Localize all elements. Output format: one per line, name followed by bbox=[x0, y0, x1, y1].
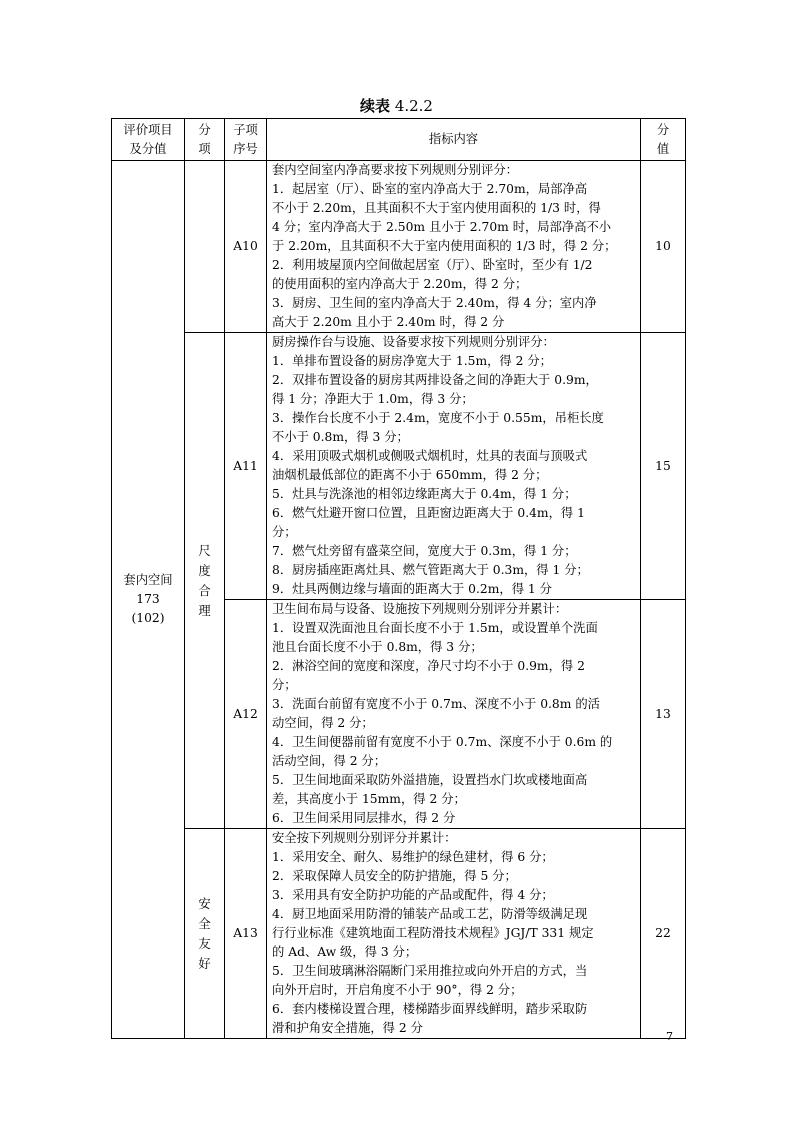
content-line: 3．洗面台前留有宽度不小于 0.7m、深度不小于 0.8m 的活 bbox=[272, 697, 600, 711]
header-row bbox=[112, 119, 686, 161]
table-row bbox=[112, 161, 686, 333]
content-line: 得 1 分；净距大于 1.0m，得 3 分； bbox=[272, 392, 474, 406]
content-line: 不小于 2.20m，且其面积不大于室内使用面积的 1/3 时，得 bbox=[272, 201, 601, 215]
content-line: 分； bbox=[272, 678, 297, 692]
indicator-content bbox=[267, 829, 641, 1039]
category-name: 安全友好 bbox=[198, 896, 211, 971]
content-line: 4．厨卫地面采用防滑的铺装产品或工艺，防滑等级满足现 bbox=[272, 907, 588, 921]
content-line: 8．厨房插座距离灶具、燃气管距离大于 0.3m，得 1 分； bbox=[272, 563, 589, 577]
sub-item-id: A11 bbox=[225, 333, 267, 600]
content-line: 油烟机最低部位的距离不小于 650mm，得 2 分； bbox=[272, 468, 548, 482]
content-line: 5．卫生间玻璃淋浴隔断门采用推拉或向外开启的方式，当 bbox=[272, 964, 588, 978]
content-line: 9．灶具两侧边缘与墙面的距离大于 0.2m，得 1 分 bbox=[272, 582, 552, 596]
sub-item-id: A12 bbox=[225, 600, 267, 829]
score-value: 15 bbox=[641, 333, 686, 600]
content-line: 3．采用具有安全防护功能的产品或配件，得 4 分； bbox=[272, 888, 554, 902]
content-line: 池且台面长度不小于 0.8m，得 3 分； bbox=[272, 640, 483, 654]
table-title-number: 4.2.2 bbox=[394, 97, 433, 115]
content-line: 分； bbox=[272, 525, 297, 539]
table-row bbox=[112, 829, 686, 1039]
group-name: 套内空间 bbox=[123, 573, 173, 587]
table-row bbox=[112, 333, 686, 600]
sub-item-id: A13 bbox=[225, 829, 267, 1039]
content-line: 2．淋浴空间的宽度和深度，净尺寸均不小于 0.9m，得 2 bbox=[272, 659, 585, 673]
indicator-content bbox=[267, 161, 641, 333]
table-title-label: 续表 bbox=[360, 97, 391, 115]
content-line: 厨房操作台与设施、设备要求按下列规则分别评分： bbox=[272, 335, 555, 349]
category-empty-cell bbox=[185, 161, 225, 333]
content-line: 的 Ad、Aw 级，得 3 分； bbox=[272, 945, 418, 959]
content-line: 2．采取保障人员安全的防护措施，得 5 分； bbox=[272, 869, 517, 883]
content-line: 1．起居室（厅）、卧室的室内净高大于 2.70m，局部净高 bbox=[272, 182, 588, 196]
content-line: 1．设置双洗面池且台面长度不小于 1.5m，或设置单个洗面 bbox=[272, 621, 598, 635]
header-sub-no: 子项 序号 bbox=[225, 119, 267, 161]
group-score: 173 bbox=[136, 592, 160, 606]
table-title bbox=[0, 96, 793, 116]
content-line: 高大于 2.20m 且小于 2.40m 时，得 2 分 bbox=[272, 315, 505, 329]
header-category: 分 项 bbox=[185, 119, 225, 161]
content-line: 3．厨房、卫生间的室内净高大于 2.40m，得 4 分；室内净 bbox=[272, 296, 597, 310]
content-line: 6．燃气灶避开窗口位置，且距窗边距离大于 0.4m，得 1 bbox=[272, 506, 585, 520]
content-line: 的使用面积的室内净高大于 2.20m，得 2 分； bbox=[272, 277, 528, 291]
content-line: 动空间，得 2 分； bbox=[272, 716, 374, 730]
content-line: 滑和护角安全措施，得 2 分 bbox=[272, 1021, 423, 1035]
indicator-content bbox=[267, 333, 641, 600]
evaluation-table bbox=[111, 118, 686, 1039]
category-cell bbox=[185, 333, 225, 829]
score-value: 22 bbox=[641, 829, 686, 1039]
score-value: 13 bbox=[641, 600, 686, 829]
content-line: 4 分；室内净高大于 2.50m 且小于 2.70m 时，局部净高不小 bbox=[272, 220, 612, 234]
content-line: 行行业标准《建筑地面工程防滑技术规程》JGJ/T 331 规定 bbox=[272, 926, 594, 940]
content-line: 活动空间，得 2 分； bbox=[272, 754, 387, 768]
score-value: 10 bbox=[641, 161, 686, 333]
content-line: 不小于 0.8m，得 3 分； bbox=[272, 430, 409, 444]
content-line: 3．操作台长度不小于 2.4m，宽度不小于 0.55m，吊柜长度 bbox=[272, 411, 604, 425]
content-line: 差，其高度小于 15mm，得 2 分； bbox=[272, 792, 466, 806]
sub-item-id: A10 bbox=[225, 161, 267, 333]
content-line: 2．双排布置设备的厨房其两排设备之间的净距大于 0.9m， bbox=[272, 373, 598, 387]
content-line: 5．卫生间地面采取防外溢措施，设置挡水门坎或楼地面高 bbox=[272, 773, 588, 787]
content-line: 4．卫生间便器前留有宽度不小于 0.7m、深度不小于 0.6m 的 bbox=[272, 735, 613, 749]
header-score: 分 值 bbox=[641, 119, 686, 161]
header-content: 指标内容 bbox=[267, 119, 641, 161]
category-name: 尺度合理 bbox=[198, 543, 211, 618]
content-line: 5．灶具与洗涤池的相邻边缘距离大于 0.4m，得 1 分； bbox=[272, 487, 577, 501]
content-line: 2．利用坡屋顶内空间做起居室（厅）、卧室时，至少有 1/2 bbox=[272, 258, 593, 272]
content-line: 1．采用安全、耐久、易维护的绿色建材，得 6 分； bbox=[272, 850, 554, 864]
content-line: 安全按下列规则分别评分并累计： bbox=[272, 831, 457, 845]
content-line: 卫生间布局与设备、设施按下列规则分别评分并累计： bbox=[272, 602, 568, 616]
group-sub-score: (102) bbox=[131, 611, 165, 625]
content-line: 1．单排布置设备的厨房净宽大于 1.5m，得 2 分； bbox=[272, 354, 552, 368]
content-line: 于 2.20m，且其面积不大于室内使用面积的 1/3 时，得 2 分； bbox=[272, 239, 617, 253]
content-line: 6．套内楼梯设置合理，楼梯踏步面界线鲜明，踏步采取防 bbox=[272, 1002, 588, 1016]
indicator-content bbox=[267, 600, 641, 829]
header-item: 评价项目 及分值 bbox=[112, 119, 185, 161]
content-line: 4．采用顶吸式烟机或侧吸式烟机时，灶具的表面与顶吸式 bbox=[272, 449, 588, 463]
page-number: 7 bbox=[666, 1030, 673, 1043]
content-line: 7．燃气灶旁留有盛菜空间，宽度大于 0.3m，得 1 分； bbox=[272, 544, 577, 558]
category-cell bbox=[185, 829, 225, 1039]
group-cell bbox=[112, 161, 185, 1039]
content-line: 套内空间室内净高要求按下列规则分别评分： bbox=[272, 163, 518, 177]
content-line: 向外开启时，开启角度不小于 90°，得 2 分； bbox=[272, 983, 523, 997]
content-line: 6．卫生间采用同层排水，得 2 分 bbox=[272, 811, 456, 825]
